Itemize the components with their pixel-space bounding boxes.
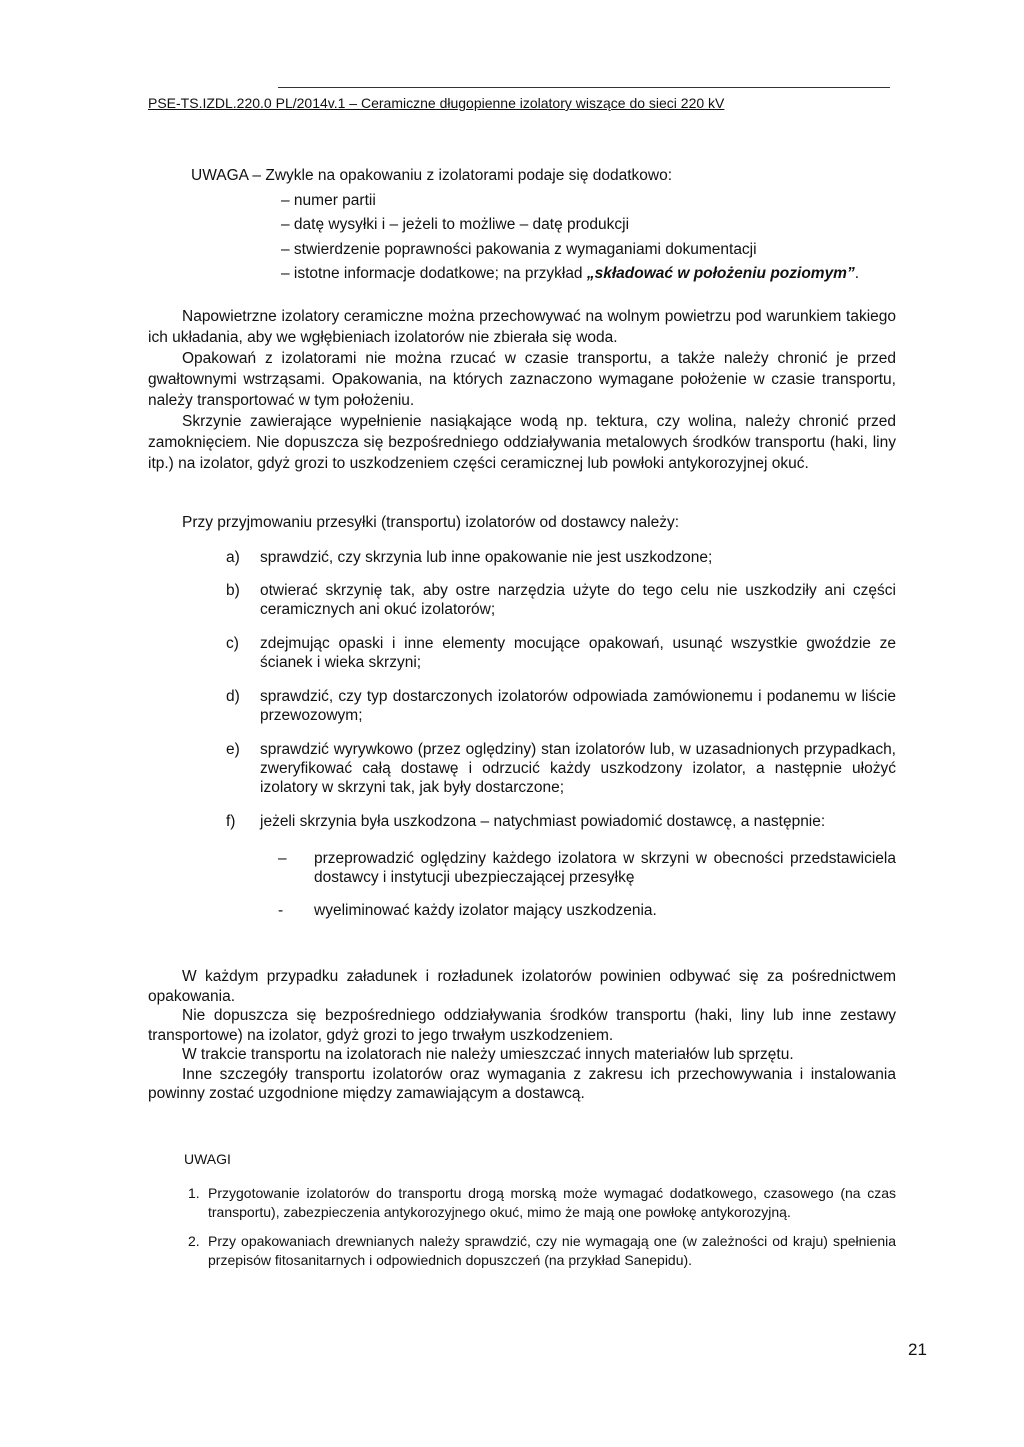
- item-text: sprawdzić wyrywkowo (przez oględziny) stan izolatorów lub, w uzasadnionych przypadkach, zweryfikować całą dostawę i odrzucić każdy uszkodzony izolator, a następnie ułożyć izolatory w skrzyni tak, jak były dostarczone;: [260, 741, 896, 796]
- receipt-subitem: [278, 901, 896, 920]
- uwagi-text: Przygotowanie izolatorów do transportu drogą morską może wymagać dodatkowego, czasowego (na czas transportu), zabezpieczenia antykorozyjnego okuć, mimo że mają one powłokę antykorozyjną.: [208, 1185, 896, 1220]
- receipt-item: [226, 687, 896, 725]
- uwagi-list: [188, 1184, 896, 1270]
- item-letter: b): [226, 582, 240, 599]
- transport-section: [148, 967, 896, 1104]
- doc-code: PSE-TS.IZDL.220.0 PL/2014v.1: [148, 95, 346, 111]
- subitem-text: przeprowadzić oględziny każdego izolatora w skrzyni w obecności przedstawiciela dostawcy i instytucji ubezpieczającej przesyłkę: [314, 850, 896, 886]
- storage-paragraph: Napowietrzne izolatory ceramiczne można przechowywać na wolnym powietrzu pod warunkiem takiego ich układania, aby we wgłębieniach izolatorów nie zbierała się woda.: [148, 308, 896, 346]
- receipt-intro: Przy przyjmowaniu przesyłki (transportu) izolatorów od dostawcy należy:: [182, 514, 680, 531]
- receipt-item: [226, 581, 896, 619]
- subitem-dash: –: [278, 850, 287, 867]
- item-text: sprawdzić, czy typ dostarczonych izolatorów odpowiada zamówionemu i podanemu w liście przewozowym;: [260, 688, 896, 724]
- uwaga-item-suffix: .: [854, 265, 860, 282]
- receipt-item: [226, 548, 896, 567]
- item-letter: f): [226, 813, 236, 830]
- storage-paragraph: Skrzynie zawierające wypełnienie nasiąkające wodą np. tektura, czy wolina, należy chronić przed zamoknięciem. Nie dopuszcza się bezpośredniego oddziaływania metalowych środków transportu (haki, liny itp.) na izolator, gdyż grozi to uszkodzeniem części ceramicznej lub powłoki antykorozyjnej okuć.: [148, 413, 896, 472]
- item-letter: d): [226, 688, 240, 705]
- uwaga-list: [191, 189, 891, 287]
- subitem-dash: -: [278, 902, 284, 919]
- uwaga-block: [191, 164, 891, 287]
- uwaga-item-emphasis: „składować w położeniu poziomym”: [586, 265, 855, 282]
- page-header: [148, 93, 893, 113]
- receipt-sublist: [226, 849, 896, 920]
- uwaga-item: – numer partii: [281, 191, 376, 209]
- item-text: otwierać skrzynię tak, aby ostre narzędzia użyte do tego celu nie uszkodziły ani części ceramicznych ani okuć izolatorów;: [260, 582, 896, 618]
- storage-section: [148, 306, 896, 474]
- uwaga-item: – datę wysyłki i – jeżeli to możliwe – datę produkcji: [281, 216, 630, 233]
- item-letter: e): [226, 741, 240, 758]
- receipt-list: [226, 548, 896, 920]
- transport-paragraph: Inne szczegóły transportu izolatorów oraz wymagania z zakresu ich przechowywania i instalowania powinny zostać uzgodnione między zamawiającym a dostawcą.: [148, 1065, 896, 1102]
- transport-paragraph: W każdym przypadku załadunek i rozładunek izolatorów powinien odbywać się za pośrednictwem opakowania.: [148, 968, 896, 1005]
- receipt-subitem: [278, 849, 896, 887]
- item-letter: a): [226, 549, 240, 566]
- doc-title: Ceramiczne długopienne izolatory wiszące do sieci 220 kV: [360, 95, 725, 111]
- item-text: sprawdzić, czy skrzynia lub inne opakowanie nie jest uszkodzone;: [260, 549, 713, 566]
- header-rule: [278, 87, 890, 88]
- receipt-item: [226, 740, 896, 797]
- receipt-item: [226, 634, 896, 672]
- uwagi-heading: UWAGI: [184, 1151, 231, 1167]
- uwagi-text: Przy opakowaniach drewnianych należy sprawdzić, czy nie wymagają one (w zależności od kraju) spełnienia przepisów fitosanitarnych i odpowiednich dopuszczeń (na przykład Sanepidu).: [208, 1233, 896, 1268]
- uwaga-intro: UWAGA – Zwykle na opakowaniu z izolatorami podaje się dodatkowo:: [191, 167, 673, 184]
- transport-paragraph: W trakcie transportu na izolatorach nie należy umieszczać innych materiałów lub sprzętu.: [182, 1046, 794, 1063]
- item-letter: c): [226, 635, 239, 652]
- uwagi-number: 2.: [188, 1233, 200, 1249]
- page-number: 21: [908, 1340, 927, 1359]
- uwaga-item-last: [281, 262, 891, 287]
- receipt-item: [226, 812, 896, 831]
- item-text: jeżeli skrzynia była uszkodzona – natychmiast powiadomić dostawcę, a następnie:: [260, 813, 826, 830]
- header-separator: –: [345, 95, 361, 111]
- uwaga-item-prefix: – istotne informacje dodatkowe; na przykład: [281, 265, 587, 282]
- uwagi-item: [188, 1232, 896, 1270]
- uwagi-number: 1.: [188, 1185, 200, 1201]
- subitem-text: wyeliminować każdy izolator mający uszkodzenia.: [314, 902, 657, 919]
- uwaga-item: – stwierdzenie poprawności pakowania z wymaganiami dokumentacji: [281, 240, 757, 258]
- transport-paragraph: Nie dopuszcza się bezpośredniego oddziaływania środków transportu (haki, liny lub inne zestawy transportowe) na izolator, gdyż grozi to jego trwałym uszkodzeniem.: [148, 1007, 896, 1044]
- item-text: zdejmując opaski i inne elementy mocujące opakowań, usunąć wszystkie gwoździe ze ścianek i wieka skrzyni;: [260, 635, 896, 671]
- uwagi-item: [188, 1184, 896, 1222]
- storage-paragraph: Opakowań z izolatorami nie można rzucać w czasie transportu, a także należy chronić je przed gwałtownymi wstrząsami. Opakowania, na których zaznaczono wymagane położenie w czasie transportu, należy transportować w tym położeniu.: [148, 350, 896, 409]
